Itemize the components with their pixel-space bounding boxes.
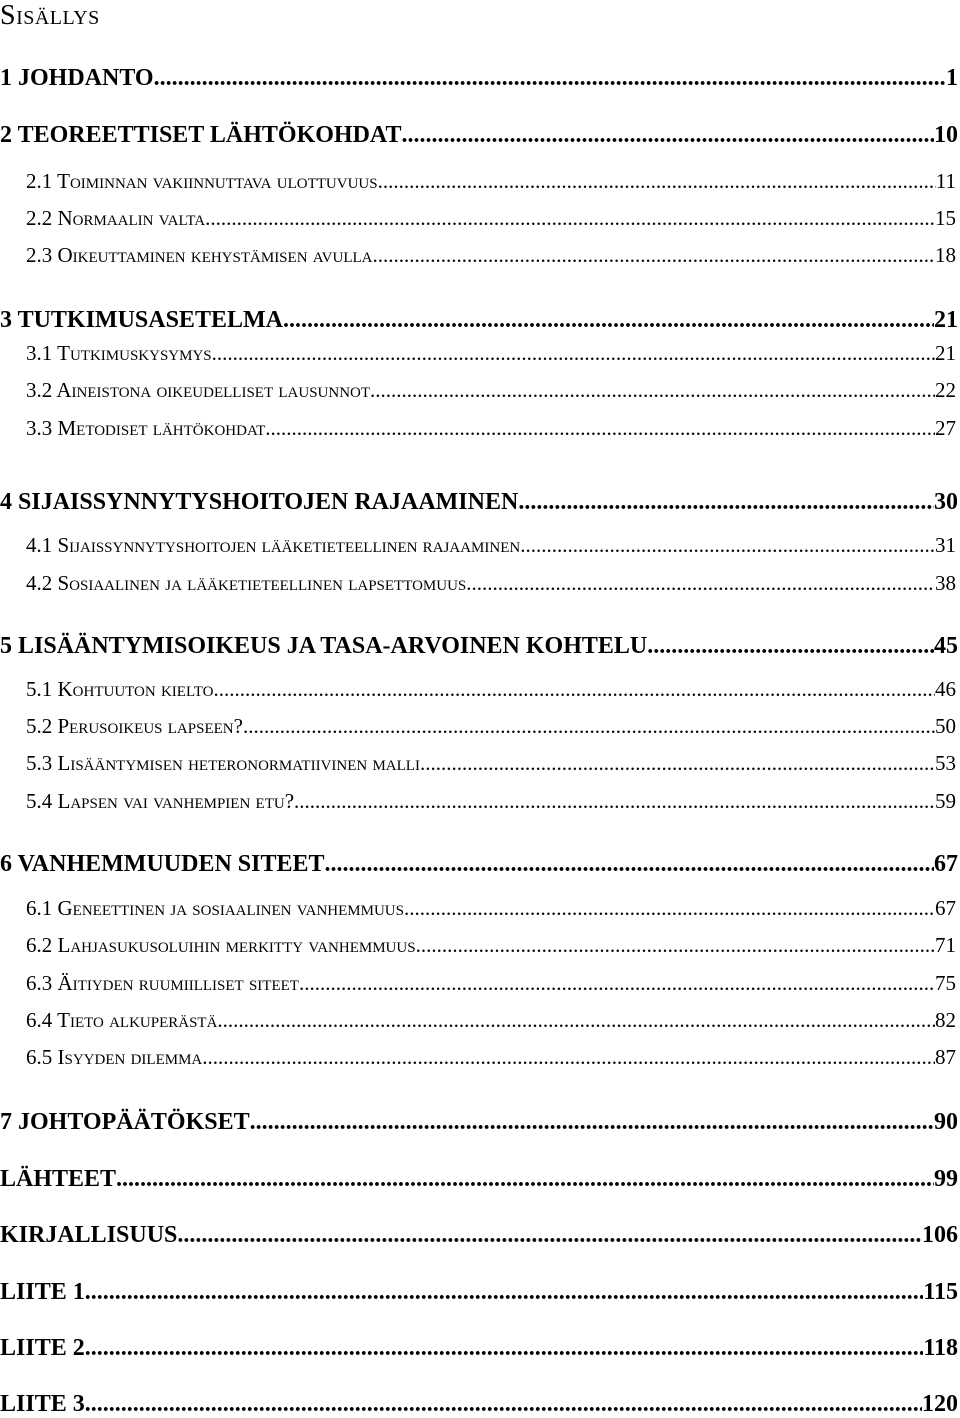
dot-leader bbox=[370, 377, 935, 403]
dot-leader bbox=[325, 850, 934, 878]
toc-entry-label: 2.3 Oikeuttaminen kehystämisen avulla bbox=[26, 243, 373, 267]
toc-entry-page: 90 bbox=[934, 1109, 958, 1135]
toc-entry-page: 21 bbox=[935, 341, 956, 365]
dot-leader bbox=[116, 1165, 934, 1193]
dot-leader bbox=[420, 750, 935, 776]
toc-entry-page: 22 bbox=[935, 378, 956, 402]
toc-entry-page: 53 bbox=[935, 751, 956, 775]
toc-entry-label: 6 VANHEMMUUDEN SITEET bbox=[0, 851, 325, 877]
toc-entry[interactable] bbox=[0, 121, 958, 149]
toc-entry[interactable] bbox=[0, 1221, 958, 1249]
toc-entry-label: 6.4 Tieto alkuperästä bbox=[26, 1008, 218, 1032]
dot-leader bbox=[294, 788, 935, 814]
toc-entry-label: LÄHTEET bbox=[0, 1166, 117, 1192]
dot-leader bbox=[299, 970, 935, 996]
toc-entry-label: 5 LISÄÄNTYMISOIKEUS JA TASA-ARVOINEN KOHTELU bbox=[0, 633, 648, 659]
toc-entry[interactable] bbox=[26, 242, 956, 268]
toc-entry-page: 118 bbox=[923, 1335, 958, 1361]
toc-entry-page: 1 bbox=[946, 65, 958, 91]
toc-entry-label: 6.3 Äitiyden ruumiilliset siteet bbox=[26, 971, 299, 995]
toc-entry[interactable] bbox=[26, 713, 956, 739]
dot-leader bbox=[202, 1044, 935, 1070]
toc-entry[interactable] bbox=[26, 895, 956, 921]
toc-entry[interactable] bbox=[26, 570, 956, 596]
toc-entry[interactable] bbox=[26, 750, 956, 776]
toc-entry-page: 50 bbox=[935, 714, 956, 738]
toc-entry-label: 6.1 Geneettinen ja sosiaalinen vanhemmuus bbox=[26, 896, 404, 920]
toc-entry-page: 21 bbox=[934, 307, 958, 333]
toc-entry-page: 38 bbox=[935, 571, 956, 595]
toc-entry[interactable] bbox=[26, 340, 956, 366]
toc-entry[interactable] bbox=[0, 64, 958, 92]
dot-leader bbox=[265, 415, 935, 441]
toc-entry-label: 6.5 Isyyden dilemma bbox=[26, 1045, 203, 1069]
toc-entry-page: 15 bbox=[935, 206, 956, 230]
dot-leader bbox=[85, 1334, 924, 1362]
toc-entry-page: 82 bbox=[935, 1008, 956, 1032]
toc-entry-page: 87 bbox=[935, 1045, 956, 1069]
toc-entry-label: 3.2 Aineistona oikeudelliset lausunnot bbox=[26, 378, 371, 402]
toc-entry-label: 5.4 Lapsen vai vanhempien etu? bbox=[26, 789, 295, 813]
toc-entry-label: 6.2 Lahjasukusoluihin merkitty vanhemmuus bbox=[26, 933, 416, 957]
toc-entry-label: 3.1 Tutkimuskysymys bbox=[26, 341, 212, 365]
toc-entry[interactable] bbox=[0, 1108, 958, 1136]
dot-leader bbox=[250, 1108, 934, 1136]
dot-leader bbox=[177, 1221, 922, 1249]
dot-leader bbox=[217, 1007, 935, 1033]
toc-entry-label: LIITE 2 bbox=[0, 1335, 85, 1361]
toc-entry-label: 5.3 Lisääntymisen heteronormatiivinen malli bbox=[26, 751, 420, 775]
toc-entry-page: 99 bbox=[934, 1166, 958, 1192]
dot-leader bbox=[401, 121, 934, 149]
toc-entry-label: 3.3 Metodiset lähtökohdat bbox=[26, 416, 266, 440]
toc-entry[interactable] bbox=[0, 1165, 958, 1193]
toc-entry[interactable] bbox=[26, 932, 956, 958]
toc-entry[interactable] bbox=[26, 970, 956, 996]
toc-entry-page: 59 bbox=[935, 789, 956, 813]
toc-entry-page: 75 bbox=[935, 971, 956, 995]
toc-entry-label: 2.1 Toiminnan vakiinnuttava ulottuvuus bbox=[26, 169, 378, 193]
toc-entry-label: 5.1 Kohtuuton kielto bbox=[26, 677, 214, 701]
toc-entry-page: 18 bbox=[935, 243, 956, 267]
toc-entry-page: 115 bbox=[923, 1279, 958, 1305]
dot-leader bbox=[243, 713, 935, 739]
toc-entry[interactable] bbox=[0, 850, 958, 878]
toc-entry-label: LIITE 3 bbox=[0, 1391, 85, 1417]
toc-entry[interactable] bbox=[26, 532, 956, 558]
toc-entry[interactable] bbox=[26, 1044, 956, 1070]
toc-entry[interactable] bbox=[26, 377, 956, 403]
toc-entry-page: 71 bbox=[935, 933, 956, 957]
toc-entry[interactable] bbox=[26, 788, 956, 814]
toc-entry-label: 4.2 Sosiaalinen ja lääketieteellinen lapsettomuus bbox=[26, 571, 467, 595]
toc-entry-label: 2.2 Normaalin valta bbox=[26, 206, 206, 230]
toc-entry-page: 30 bbox=[934, 489, 958, 515]
dot-leader bbox=[212, 340, 935, 366]
toc-entry-label: 4.1 Sijaissynnytyshoitojen lääketieteellinen rajaaminen bbox=[26, 533, 521, 557]
toc-entry-label: 1 JOHDANTO bbox=[0, 65, 154, 91]
toc-entry-label: KIRJALLISUUS bbox=[0, 1222, 178, 1248]
dot-leader bbox=[85, 1278, 924, 1306]
toc-entry-page: 67 bbox=[935, 896, 956, 920]
dot-leader bbox=[85, 1390, 922, 1418]
dot-leader bbox=[378, 168, 936, 194]
toc-entry[interactable] bbox=[0, 1278, 958, 1306]
toc-entry-page: 45 bbox=[934, 633, 958, 659]
toc-entry-page: 31 bbox=[935, 533, 956, 557]
dot-leader bbox=[283, 306, 934, 334]
toc-entry-page: 11 bbox=[935, 169, 956, 193]
toc-entry-page: 27 bbox=[935, 416, 956, 440]
toc-entry-page: 46 bbox=[935, 677, 956, 701]
toc-entry[interactable] bbox=[0, 306, 958, 334]
dot-leader bbox=[466, 570, 935, 596]
toc-entry-page: 120 bbox=[922, 1391, 958, 1417]
toc-entry-label: 5.2 Perusoikeus lapseen? bbox=[26, 714, 243, 738]
toc-entry[interactable] bbox=[0, 632, 958, 660]
toc-entry-page: 106 bbox=[922, 1222, 958, 1248]
toc-entry-page: 10 bbox=[934, 122, 958, 148]
toc-entry[interactable] bbox=[26, 168, 956, 194]
page-title: Sisällys bbox=[0, 0, 100, 31]
dot-leader bbox=[518, 488, 934, 516]
dot-leader bbox=[373, 242, 936, 268]
toc-entry-label: 2 TEOREETTISET LÄHTÖKOHDAT bbox=[0, 122, 402, 148]
toc-entry-label: 7 JOHTOPÄÄTÖKSET bbox=[0, 1109, 250, 1135]
dot-leader bbox=[416, 932, 935, 958]
toc-entry[interactable] bbox=[26, 1007, 956, 1033]
dot-leader bbox=[213, 676, 935, 702]
toc-entry[interactable] bbox=[26, 676, 956, 702]
toc-entry-label: LIITE 1 bbox=[0, 1279, 85, 1305]
toc-entry[interactable] bbox=[0, 488, 958, 516]
dot-leader bbox=[154, 64, 946, 92]
toc-entry[interactable] bbox=[0, 1334, 958, 1362]
dot-leader bbox=[404, 895, 935, 921]
dot-leader bbox=[647, 632, 934, 660]
toc-entry-page: 67 bbox=[934, 851, 958, 877]
toc-entry-label: 4 SIJAISSYNNYTYSHOITOJEN RAJAAMINEN bbox=[0, 489, 519, 515]
toc-entry[interactable] bbox=[26, 415, 956, 441]
toc-entry-label: 3 TUTKIMUSASETELMA bbox=[0, 307, 283, 333]
toc-entry[interactable] bbox=[0, 1390, 958, 1418]
dot-leader bbox=[520, 532, 935, 558]
toc-entry[interactable] bbox=[26, 205, 956, 231]
dot-leader bbox=[205, 205, 935, 231]
